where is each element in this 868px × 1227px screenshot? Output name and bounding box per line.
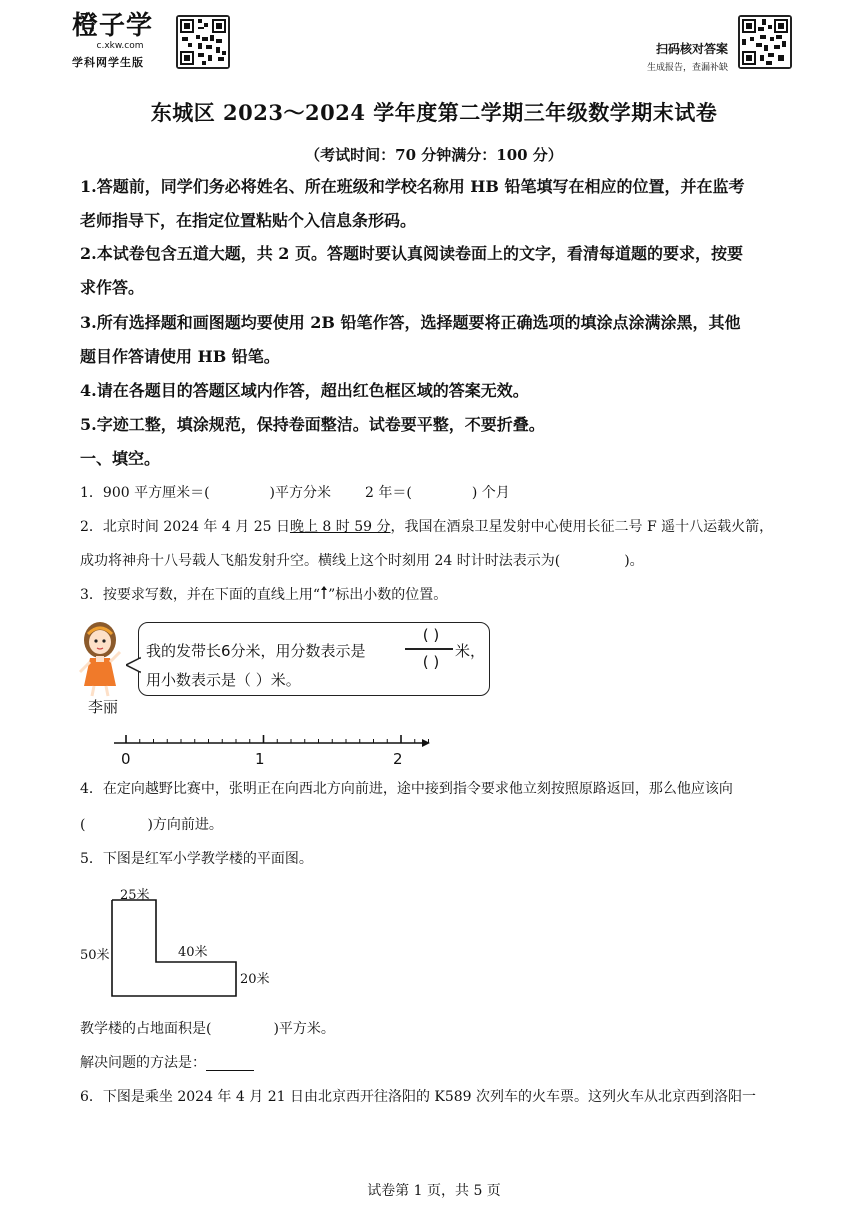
q5-text: 解决问题的方法是： — [80, 1055, 206, 1071]
page-title: 东城区 2023～2024 学年度第二学期三年级数学期末试卷 — [150, 100, 718, 125]
instruction-line: 2.本试卷包含五道大题，共 2 页。答题时要认真阅读卷面上的文字，看清每道题的要求，按要 — [80, 244, 743, 263]
q2-text: )。 — [624, 553, 644, 569]
q2-underlined-time: 晚上 8 时 59 分 — [289, 519, 391, 535]
question-4-line2 — [80, 808, 800, 842]
instruction-line: 题目作答请使用 HB 铅笔。 — [80, 347, 280, 366]
instruction-line: 老师指导下，在指定位置粘贴个入信息条形码。 — [80, 211, 417, 230]
brand-url: c.xkw.com — [96, 41, 144, 51]
q4-text: )方向前进。 — [147, 817, 223, 833]
q5-text: 教学楼的占地面积是( — [80, 1021, 212, 1037]
bubble-line-2: 用小数表示是（ ）米。 — [146, 671, 301, 689]
plan-label-left: 50米 — [80, 948, 110, 963]
q1-text: 2 年＝( — [365, 485, 412, 501]
instruction-line: 5.字迹工整，填涂规范，保持卷面整洁。试卷要平整，不要折叠。 — [80, 415, 545, 434]
scan-answer-hint — [647, 40, 728, 73]
scan-subtitle: 生成报告，查漏补缺 — [646, 63, 728, 73]
question-5: 5．下图是红军小学教学楼的平面图。 — [80, 851, 313, 867]
question-4: 4．在定向越野比赛中，张明正在向西北方向前进，途中接到指令要求他立刻按照原路返回，那么他应该向 — [80, 781, 733, 797]
floor-plan-outline — [112, 900, 236, 996]
plan-label-right: 20米 — [240, 972, 270, 987]
instruction-line: 求作答。 — [80, 278, 145, 297]
question-1 — [80, 476, 800, 510]
floor-plan-diagram — [110, 898, 240, 998]
q2-text: 成功将神舟十八号载人飞船发射升空。横线上这个时刻用 24 时计时法表示为( — [80, 553, 561, 569]
up-arrow-icon — [320, 586, 328, 600]
qr-code-icon — [176, 15, 230, 69]
brand-logo — [72, 12, 168, 70]
instruction-line: 1.答题前，同学们务必将姓名、所在班级和学校名称用 HB 铅笔填写在相应的位置，并在监考 — [80, 177, 745, 196]
page-footer: 试卷第 1 页，共 5 页 — [367, 1183, 501, 1199]
q1-text: )平方分米 — [269, 485, 332, 501]
q3-text: ”标出小数的位置。 — [328, 587, 448, 603]
axis-label-2: 2 — [393, 750, 403, 768]
question-2 — [80, 510, 810, 544]
question-3 — [80, 578, 800, 612]
brand-name: 橙子学 — [72, 11, 154, 41]
scan-title: 扫码核对答案 — [655, 42, 728, 56]
plan-label-mid: 40米 — [178, 945, 208, 960]
fraction-bar — [405, 648, 453, 650]
q4-text: ( — [80, 817, 86, 833]
question-5-method — [80, 1046, 800, 1080]
section-heading: 一、填空。 — [80, 449, 161, 468]
question-5-area — [80, 1012, 800, 1046]
axis-label-1: 1 — [255, 750, 265, 768]
number-line — [110, 732, 440, 756]
q1-text: 1．900 平方厘米＝( — [80, 485, 210, 501]
question-2-line2 — [80, 544, 800, 578]
fraction-denominator[interactable]: ( ) — [422, 653, 440, 671]
speech-bubble-tail — [126, 656, 142, 674]
fraction-numerator[interactable]: ( ) — [422, 626, 440, 644]
instruction-line: 3.所有选择题和画图题均要使用 2B 铅笔作答，选择题要将正确选项的填涂点涂满涂黑，其他 — [80, 313, 741, 332]
instruction-line: 4.请在各题目的答题区域内作答，超出红色框区域的答案无效。 — [80, 381, 529, 400]
axis-label-0: 0 — [121, 750, 131, 768]
bubble-line-1-end: 米， — [455, 642, 486, 660]
q2-text: 2．北京时间 2024 年 4 月 25 日 — [80, 519, 290, 535]
plan-label-top: 25米 — [120, 888, 150, 903]
q1-text: ) 个月 — [471, 485, 510, 501]
bubble-line-1: 我的发带长6分米，用分数表示是 — [146, 642, 366, 660]
qr-code-icon — [738, 15, 792, 69]
q3-text: 3．按要求写数，并在下面的直线上用“ — [80, 587, 321, 603]
answer-blank[interactable] — [206, 1048, 254, 1071]
q5-text: )平方米。 — [273, 1021, 335, 1037]
exam-info: （考试时间：70 分钟满分：100 分） — [305, 146, 563, 164]
girl-illustration-icon — [70, 618, 130, 698]
brand-slogan: 学科网学生版 — [72, 56, 144, 69]
question-6: 6．下图是乘坐 2024 年 4 月 21 日由北京西开往洛阳的 K589 次列车的火车票。这列火车从北京西到洛阳一 — [80, 1089, 757, 1105]
q2-text: ，我国在酒泉卫星发射中心使用长征二号 F 遥十八运载火箭， — [390, 519, 774, 535]
girl-name: 李丽 — [88, 698, 119, 716]
